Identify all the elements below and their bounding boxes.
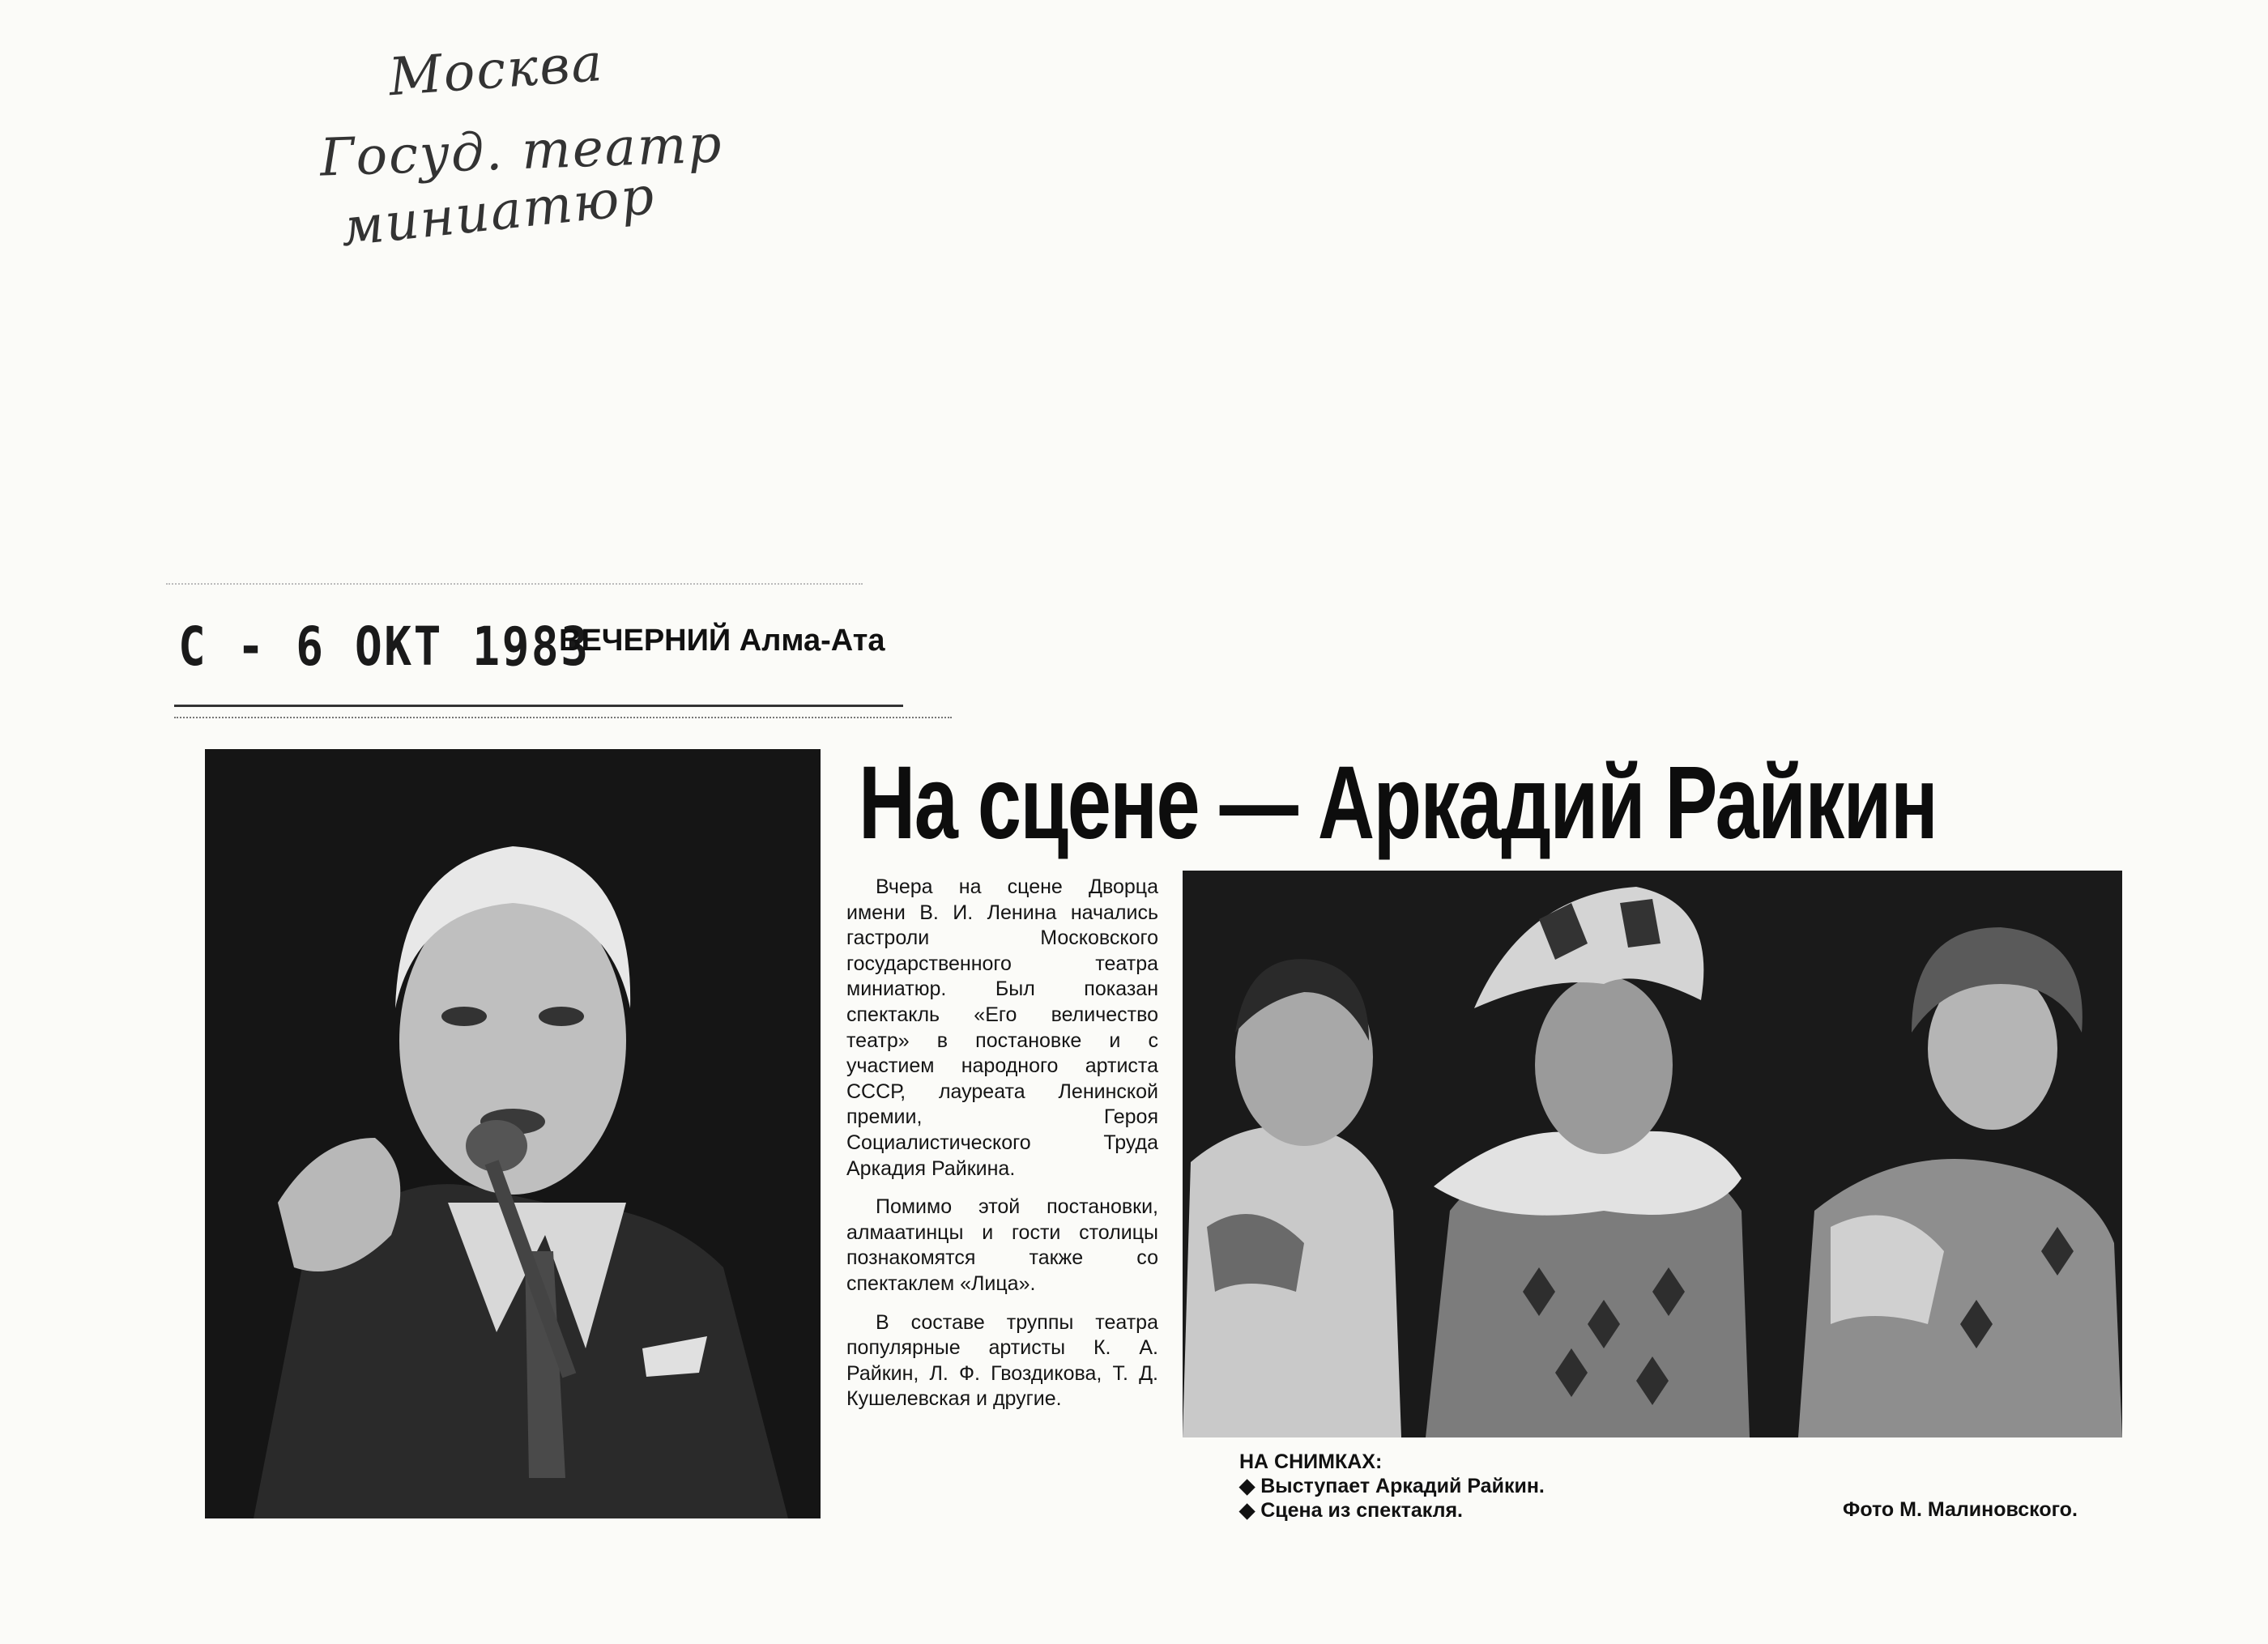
scan-edge — [166, 583, 863, 617]
caption-item — [1239, 1498, 1545, 1523]
article-paragraph: В составе труппы театра популярные артисты К. А. Райкин, Л. Ф. Гвоздикова, Т. Д. Кушелевская и другие. — [846, 1310, 1158, 1411]
handwritten-note-line: Госуд. театр — [318, 114, 724, 189]
diamond-bullet-icon: ◆ — [1239, 1499, 1256, 1522]
photo-captions — [1239, 1450, 1545, 1523]
header-rule — [174, 705, 903, 707]
newspaper-name: ВЕЧЕРНИЙ Алма-Ата — [559, 624, 885, 658]
stage-scene-photo-icon — [1183, 871, 2122, 1437]
article-headline: На сцене — Аркадий Райкин — [859, 745, 1938, 861]
caption-text: Сцена из спектакля. — [1260, 1499, 1464, 1522]
handwritten-note-line: Москва — [386, 32, 606, 109]
portrait-photo-icon — [205, 749, 821, 1518]
article-paragraph: Помимо этой постановки, алмаатинцы и гости столицы познакомятся также со спектаклем «Лица». — [846, 1195, 1158, 1295]
article-body — [846, 875, 1158, 1425]
article-paragraph: Вчера на сцене Дворца имени В. И. Ленина начались гастроли Московского государственного театра миниатюр. Был показан спектакль «Его величество театр» в постановке и с участием народного артиста СССР, лауреата Ленинской премии, Героя Социалистического Труда Аркадия Райкина. — [846, 875, 1158, 1180]
diamond-bullet-icon: ◆ — [1239, 1475, 1256, 1497]
photo-credit: Фото М. Малиновского. — [1843, 1498, 2078, 1521]
handwritten-note-line: миниатюр — [338, 165, 659, 259]
stage-scene-photo — [1183, 871, 2122, 1437]
dotted-rule — [174, 717, 952, 720]
portrait-photo — [205, 749, 821, 1518]
caption-item — [1239, 1474, 1545, 1498]
date-stamp: С - 6 ОКТ 1983 — [178, 615, 590, 678]
caption-text: Выступает Аркадий Райкин. — [1260, 1475, 1545, 1497]
captions-heading: НА СНИМКАХ: — [1239, 1450, 1383, 1473]
